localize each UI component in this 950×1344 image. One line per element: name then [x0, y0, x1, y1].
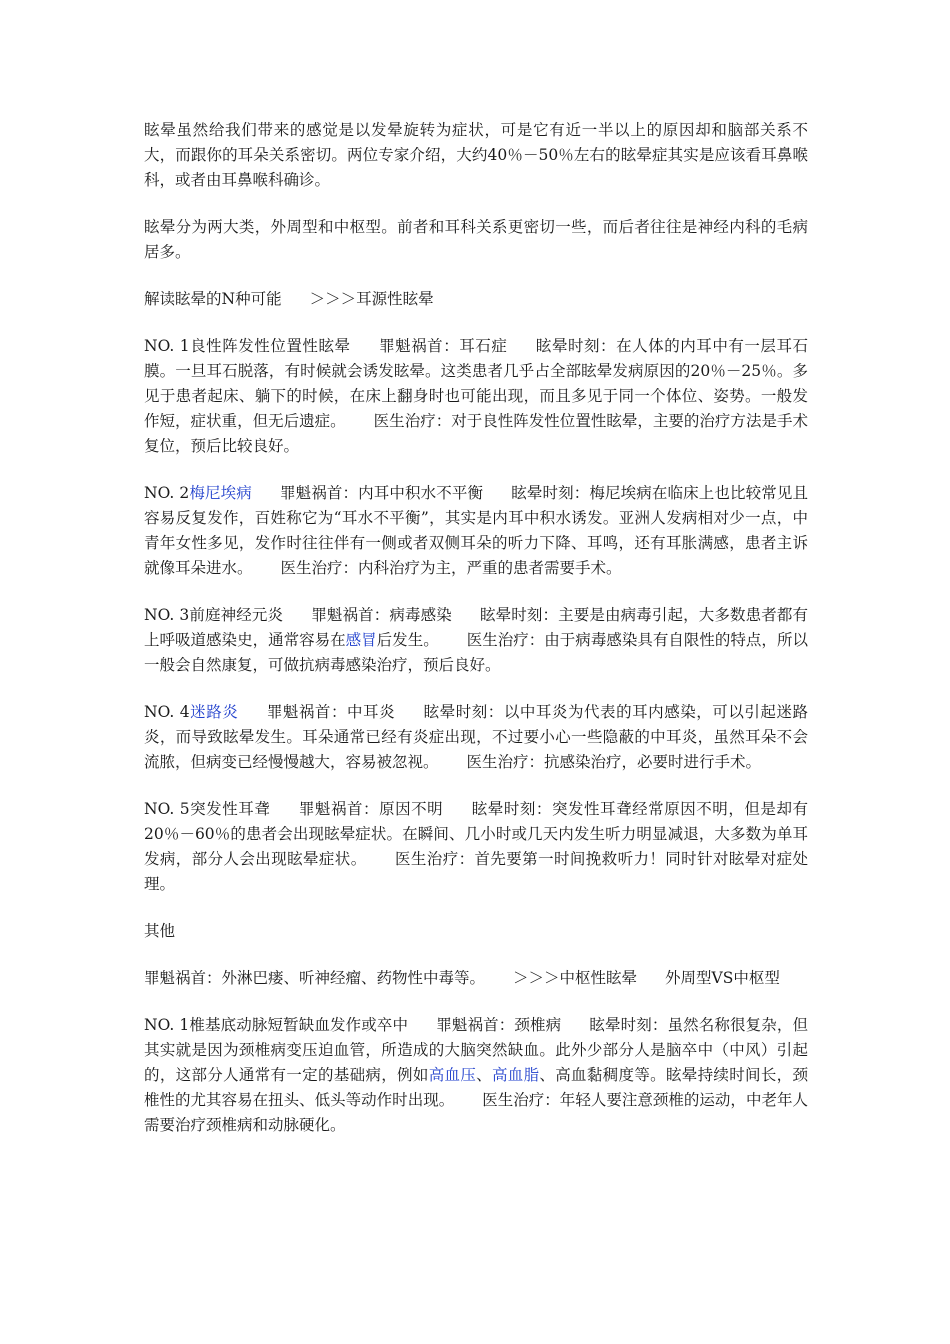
text-segment: 、高血黏稠度等。眩晕持续时间长，颈椎性的尤其容易在扭头、低头等动作时出现。 — [144, 1066, 808, 1109]
text-segment: 眩晕时刻：主要是由病毒引起，大多数患者都有上呼吸道感染史，通常容易在 — [144, 606, 808, 649]
link-cold[interactable]: 感冒 — [345, 631, 377, 649]
text-segment: 罪魁祸首：外淋巴瘘、听神经瘤、药物性中毒等。 — [144, 969, 486, 987]
text-segment: NO. 3前庭神经元炎 — [144, 606, 284, 624]
paragraph-no3-vestibular — [144, 603, 808, 678]
text-segment: 罪魁祸首：内耳中积水不平衡 — [279, 484, 484, 502]
text-segment: 外周型VS中枢型 — [665, 969, 780, 987]
text-segment: 罪魁祸首：病毒感染 — [311, 606, 452, 624]
text-segment: 医生治疗：对于良性阵发性位置性眩晕，主要的治疗方法是手术复位，预后比较良好。 — [144, 412, 808, 455]
text-segment: 罪魁祸首：耳石症 — [378, 337, 508, 355]
text-segment: 医生治疗：抗感染治疗，必要时进行手术。 — [466, 753, 762, 771]
paragraph-no1-bppv — [144, 334, 808, 459]
link-meniere[interactable]: 梅尼埃病 — [189, 484, 252, 502]
text-segment: 眩晕时刻：梅尼埃病在临床上也比较常见且容易反复发作，百姓称它为“耳水不平衡”，其实是内耳中积水诱发。亚洲人发病相对少一点，中青年女性多见，发作时往往伴有一侧或者双侧耳朵的听力下降、耳鸣，还有耳胀满感，患者主诉就像耳朵进水。 — [144, 484, 808, 577]
paragraph-no5-sudden-deafness — [144, 797, 808, 897]
text-segment: NO. 5突发性耳聋 — [144, 800, 271, 818]
text-segment: NO. 2 — [144, 484, 190, 502]
link-hyperlipidemia[interactable]: 高血脂 — [491, 1066, 540, 1084]
paragraph-no2-meniere — [144, 481, 808, 581]
paragraph-other-causes — [144, 966, 808, 991]
text-segment: 罪魁祸首：颈椎病 — [436, 1016, 562, 1034]
text-segment: ＞＞＞中枢性眩晕 — [513, 969, 638, 987]
document-page — [144, 118, 808, 1160]
text-segment: 眩晕时刻：在人体的内耳中有一层耳石膜。一旦耳石脱落，有时候就会诱发眩晕。这类患者几乎占全部眩晕发病原因的20％－25％。多见于患者起床、躺下的时候，在床上翻身时也可能出现，而且多见于同一个体位、姿势。一般发作短，症状重，但无后遗症。 — [144, 337, 808, 430]
text-segment: NO. 4 — [144, 703, 190, 721]
text-segment: 其他 — [144, 922, 176, 940]
paragraph-no4-labyrinthitis — [144, 700, 808, 775]
paragraph-central-no1 — [144, 1013, 808, 1138]
paragraph-types — [144, 215, 808, 265]
text-segment: ＞＞＞耳源性眩晕 — [309, 290, 434, 308]
text-segment: NO. 1良性阵发性位置性眩晕 — [144, 337, 351, 355]
text-segment: 罪魁祸首：原因不明 — [298, 800, 444, 818]
text-segment: 眩晕时刻：以中耳炎为代表的耳内感染，可以引起迷路炎，而导致眩晕发生。耳朵通常已经有炎症出现，不过要小心一些隐蔽的中耳炎，虽然耳朵不会流脓，但病变已经慢慢越大，容易被忽视。 — [144, 703, 808, 771]
text-segment: 眩晕时刻：虽然名称很复杂，但其实就是因为颈椎病变压迫血管，所造成的大脑突然缺血。此外少部分人是脑卒中（中风）引起的，这部分人通常有一定的基础病，例如 — [144, 1016, 808, 1084]
link-labyrinthitis[interactable]: 迷路炎 — [189, 703, 239, 721]
text-segment: 眩晕分为两大类，外周型和中枢型。前者和耳科关系更密切一些，而后者往往是神经内科的毛病居多。 — [144, 218, 808, 261]
text-segment: 眩晕虽然给我们带来的感觉是以发晕旋转为症状，可是它有近一半以上的原因却和脑部关系不大，而跟你的耳朵关系密切。两位专家介绍，大约40％－50％左右的眩晕症其实是应该看耳鼻喉科，或者由耳鼻喉科确诊。 — [144, 121, 808, 189]
text-segment: 医生治疗：年轻人要注意颈椎的运动，中老年人需要治疗颈椎病和动脉硬化。 — [144, 1091, 808, 1134]
link-hypertension[interactable]: 高血压 — [428, 1066, 477, 1084]
text-segment: 解读眩晕的N种可能 — [144, 290, 282, 308]
text-segment: 罪魁祸首：中耳炎 — [266, 703, 396, 721]
text-segment: 医生治疗：由于病毒感染具有自限性的特点，所以一般会自然康复，可做抗病毒感染治疗，预后良好。 — [144, 631, 808, 674]
text-segment: NO. 1椎基底动脉短暂缺血发作或卒中 — [144, 1016, 409, 1034]
text-segment: 眩晕时刻：突发性耳聋经常原因不明，但是却有20％－60％的患者会出现眩晕症状。在瞬间、几小时或几天内发生听力明显减退，大多数为单耳发病，部分人会出现眩晕症状。 — [144, 800, 808, 868]
text-segment: 医生治疗：首先要第一时间挽救听力！同时针对眩晕对症处理。 — [144, 850, 808, 893]
paragraph-intro — [144, 118, 808, 193]
text-segment: 、 — [476, 1066, 492, 1084]
paragraph-heading-ear — [144, 287, 808, 312]
text-segment: 医生治疗：内科治疗为主，严重的患者需要手术。 — [280, 559, 622, 577]
text-segment: 后发生。 — [376, 631, 439, 649]
paragraph-other — [144, 919, 808, 944]
